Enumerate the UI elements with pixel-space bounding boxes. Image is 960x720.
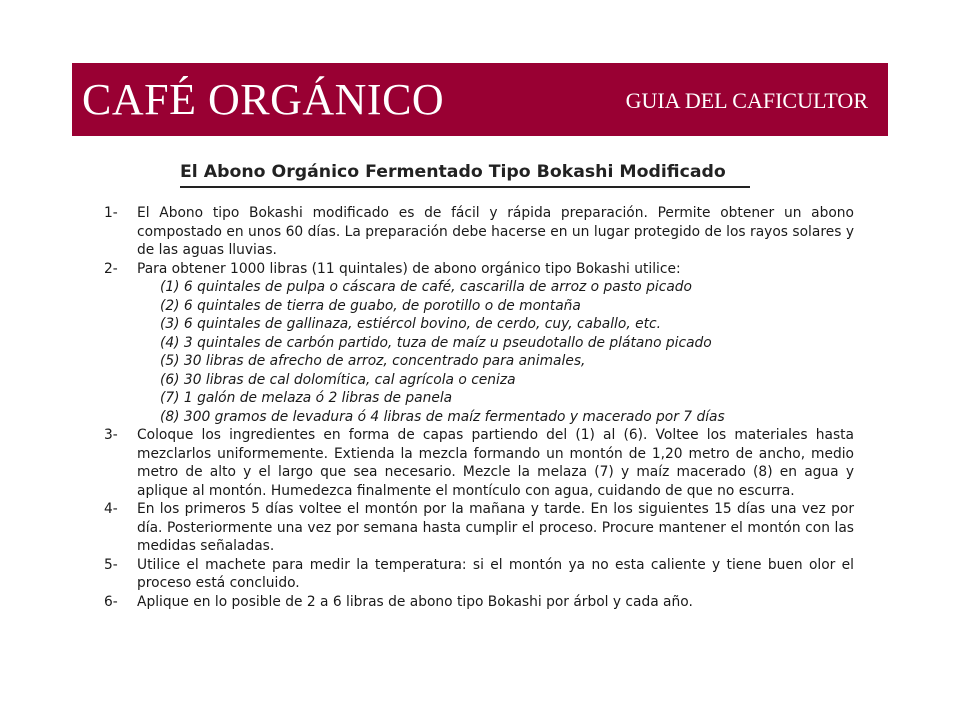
document-title: El Abono Orgánico Fermentado Tipo Bokashi Modificado <box>180 162 726 182</box>
step-text: Para obtener 1000 libras (11 quintales) de abono orgánico tipo Bokashi utilice: <box>137 260 681 277</box>
step-number: 2- <box>104 260 118 277</box>
step-item <box>104 556 854 593</box>
ingredient-item: (5) 30 libras de afrecho de arroz, concentrado para animales, <box>160 353 586 369</box>
banner-subtitle: GUIA DEL CAFICULTOR <box>625 88 868 113</box>
step-text: Aplique en lo posible de 2 a 6 libras de abono tipo Bokashi por árbol y cada año. <box>137 593 693 610</box>
step-text: En los primeros 5 días voltee el montón por la mañana y tarde. En los siguientes 15 días una vez por día. Posteriormente una vez por semana hasta cumplir el proceso. Procure mantener el montón con las medidas señaladas. <box>137 501 854 554</box>
banner-title: CAFÉ ORGÁNICO <box>82 75 445 124</box>
step-text: Coloque los ingredientes en forma de capas partiendo del (1) al (6). Voltee los materiales hasta mezclarlos uniformemente. Extienda la mezcla formando un montón de 1,20 metro de ancho, medio metro de alto y el largo que sea necesario. Mezcle la melaza (7) y maíz macerado (8) en agua y aplique al montón. Humedezca finalmente el montículo con agua, cuidando de que no escurra. <box>137 427 854 499</box>
step-item <box>104 260 854 427</box>
step-number: 1- <box>104 205 118 221</box>
step-text: Utilice el machete para medir la temperatura: si el montón ya no esta caliente y tiene buen olor el proceso está concluido. <box>137 556 854 591</box>
step-number: 6- <box>104 593 118 610</box>
step-text: El Abono tipo Bokashi modificado es de fácil y rápida preparación. Permite obtener un abono compostado en unos 60 días. La preparación debe hacerse en un lugar protegido de los rayos solares y de las aguas lluvias. <box>137 205 854 258</box>
step-number: 4- <box>104 501 118 517</box>
ingredient-item: (6) 30 libras de cal dolomítica, cal agrícola o ceniza <box>160 371 516 388</box>
ingredients-list <box>137 278 854 426</box>
step-item <box>104 204 854 260</box>
step-item <box>104 500 854 556</box>
step-number: 5- <box>104 556 118 573</box>
ingredient-item: (8) 300 gramos de levadura ó 4 libras de maíz fermentado y macerado por 7 días <box>160 408 725 425</box>
steps-list <box>104 204 854 611</box>
step-item <box>104 593 854 612</box>
ingredient-item: (3) 6 quintales de gallinaza, estiércol bovino, de cerdo, cuy, caballo, etc. <box>160 316 661 332</box>
ingredient-item: (2) 6 quintales de tierra de guabo, de porotillo o de montaña <box>160 297 581 314</box>
ingredient-item: (1) 6 quintales de pulpa o cáscara de café, cascarilla de arroz o pasto picado <box>160 279 692 295</box>
header-banner <box>72 63 888 136</box>
step-item <box>104 426 854 500</box>
title-underline <box>180 186 750 188</box>
ingredient-item: (4) 3 quintales de carbón partido, tuza de maíz u pseudotallo de plátano picado <box>160 334 712 351</box>
ingredient-item: (7) 1 galón de melaza ó 2 libras de panela <box>160 390 453 406</box>
step-number: 3- <box>104 427 118 443</box>
